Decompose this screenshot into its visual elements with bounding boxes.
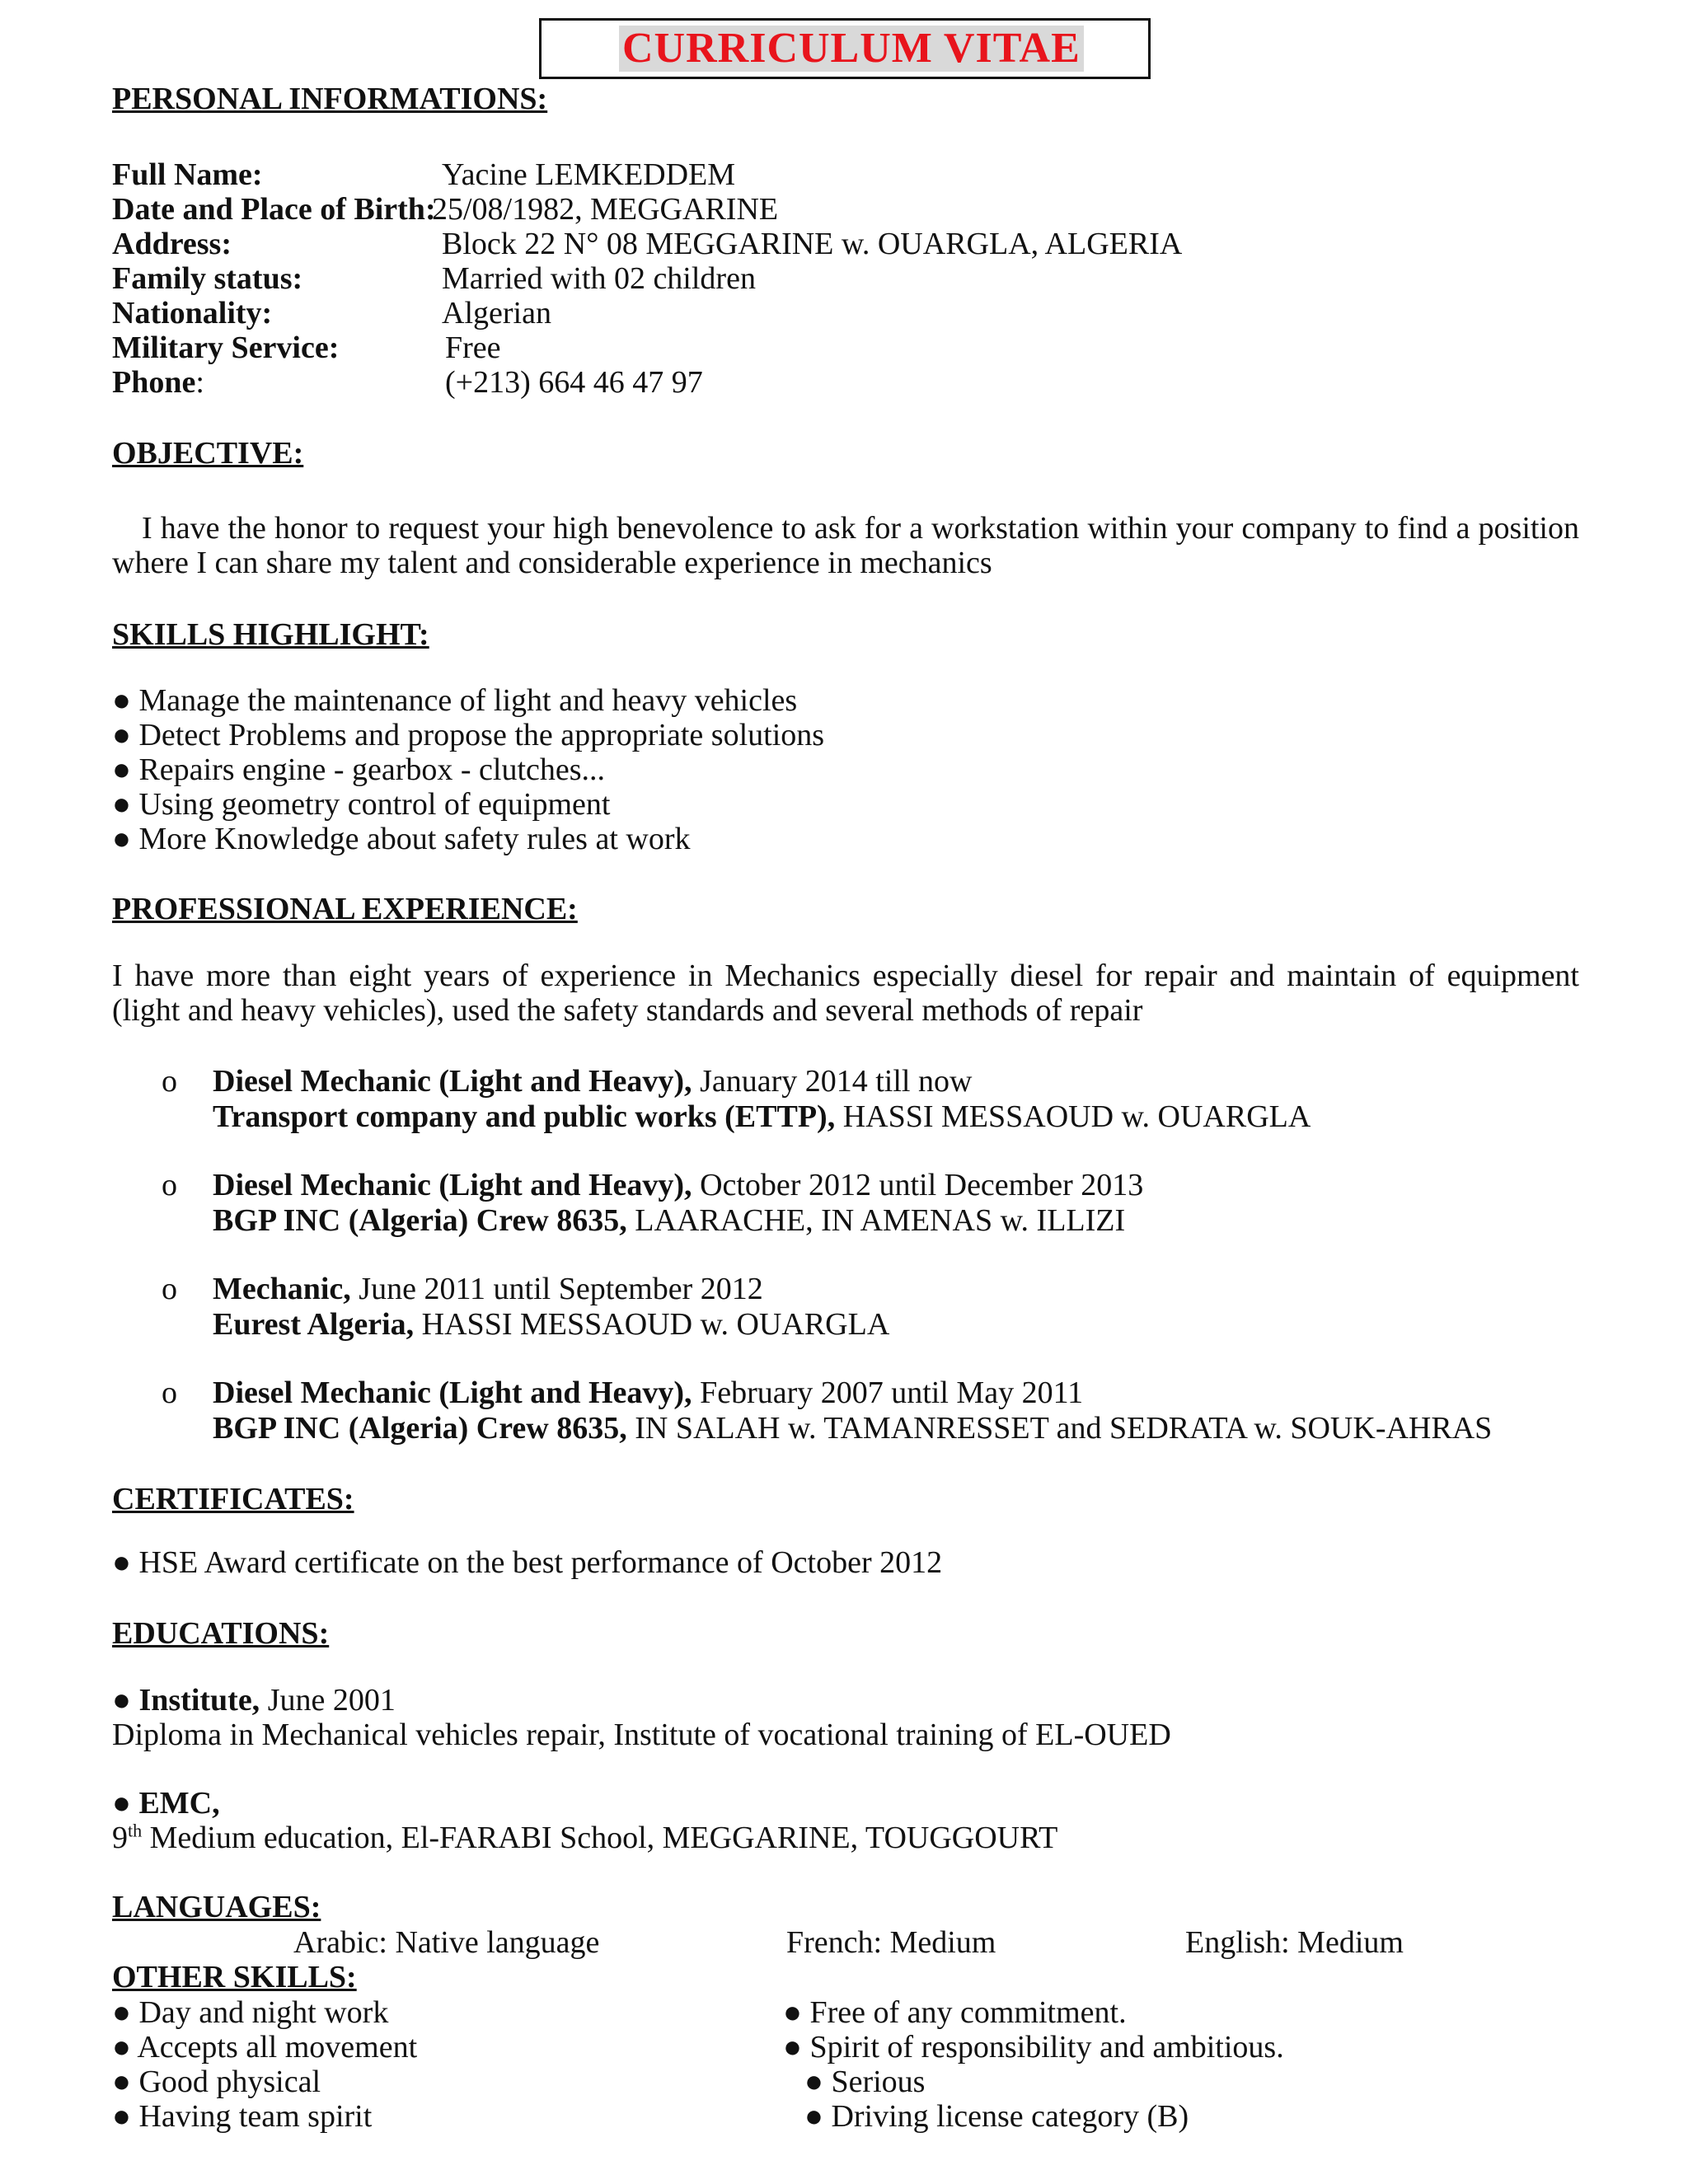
list-item: ● Free of any commitment. (783, 1995, 1127, 2030)
objective-heading: OBJECTIVE: (112, 436, 304, 471)
list-marker: o (162, 1376, 177, 1410)
job-location: HASSI MESSAOUD w. OUARGLA (835, 1099, 1311, 1134)
list-item: ● HSE Award certificate on the best performance of October 2012 (112, 1545, 943, 1580)
list-item: ● Manage the maintenance of light and heavy vehicles (112, 683, 798, 718)
job-title: Diesel Mechanic (Light and Heavy), (213, 1064, 692, 1099)
job-period: February 2007 until May 2011 (692, 1376, 1084, 1410)
other-skills-left (112, 1995, 417, 2134)
list-item: ● More Knowledge about safety rules at work (112, 822, 691, 856)
full-name-label: Full Name: (112, 157, 263, 192)
job-company: Eurest Algeria, (213, 1307, 415, 1342)
education-entry-title (112, 1785, 220, 1821)
phone-colon: : (195, 365, 204, 400)
list-item: ● Detect Problems and propose the appropriate solutions (112, 718, 825, 752)
personal-heading: PERSONAL INFORMATIONS: (112, 82, 548, 116)
list-item: ● Having team spirit (112, 2099, 373, 2134)
birth-value: 25/08/1982, MEGGARINE (432, 192, 779, 227)
job-location: LAARACHE, IN AMENAS w. ILLIZI (626, 1203, 1126, 1238)
education-detail-text: Medium education, El-FARABI School, MEGGARINE, TOUGGOURT (142, 1821, 1058, 1855)
other-skills-heading: OTHER SKILLS: (112, 1960, 357, 1994)
ordinal-suffix: th (128, 1820, 143, 1841)
list-marker: o (162, 1064, 177, 1099)
job-location: HASSI MESSAOUD w. OUARGLA (414, 1307, 890, 1342)
phone-label-line (112, 364, 204, 401)
list-item: ● Using geometry control of equipment (112, 787, 611, 822)
phone-label: Phone (112, 365, 196, 400)
list-item: ● Repairs engine - gearbox - clutches... (112, 752, 606, 787)
education-heading: EDUCATIONS: (112, 1616, 330, 1651)
job-period: October 2012 until December 2013 (692, 1168, 1144, 1202)
job-period: June 2011 until September 2012 (350, 1272, 763, 1306)
title-box (539, 18, 1151, 79)
bullet: ● (112, 1786, 139, 1821)
list-marker: o (162, 1168, 177, 1202)
military-label: Military Service: (112, 330, 340, 365)
language-french: French: Medium (786, 1925, 996, 1960)
list-item: ● Day and night work (112, 1995, 389, 2030)
job-period: January 2014 till now (692, 1064, 973, 1099)
list-item: ● Good physical (112, 2064, 321, 2099)
address-label: Address: (112, 227, 232, 261)
education-name: EMC, (138, 1786, 220, 1821)
education-date: June 2001 (260, 1683, 396, 1718)
list-item: ● Spirit of responsibility and ambitious. (783, 2030, 1284, 2064)
experience-heading: PROFESSIONAL EXPERIENCE: (112, 892, 578, 926)
education-name: Institute, (138, 1683, 260, 1718)
job-title: Mechanic, (213, 1272, 351, 1306)
job-title: Diesel Mechanic (Light and Heavy), (213, 1376, 692, 1410)
education-entry-title (112, 1682, 396, 1718)
list-item: ● Accepts all movement (112, 2030, 418, 2064)
skills-list (112, 683, 824, 856)
list-item: ● Serious (804, 2064, 926, 2099)
list-item: ● Driving license category (B) (804, 2099, 1189, 2134)
full-name-value: Yacine LEMKEDDEM (442, 157, 736, 192)
experience-intro: I have more than eight years of experience in Mechanics especially diesel for repair and maintain of equipment (light and heavy vehicles), used the safety standards and several methods of repair (112, 958, 1579, 1028)
address-value: Block 22 N° 08 MEGGARINE w. OUARGLA, ALGERIA (442, 227, 1183, 261)
skills-heading: SKILLS HIGHLIGHT: (112, 617, 429, 652)
job-company: BGP INC (Algeria) Crew 8635, (213, 1411, 627, 1446)
nationality-value: Algerian (442, 296, 551, 330)
certificates-list (112, 1545, 942, 1580)
job-company: Transport company and public works (ETTP), (213, 1099, 836, 1134)
list-marker: o (162, 1272, 177, 1306)
military-value: Free (445, 330, 501, 365)
objective-text: I have the honor to request your high benevolence to ask for a workstation within your company to find a position where I can share my talent and considerable experience in mechanics (112, 511, 1579, 580)
education-detail: Diploma in Mechanical vehicles repair, Institute of vocational training of EL-OUED (112, 1718, 1171, 1752)
language-arabic: Arabic: Native language (293, 1925, 600, 1960)
cv-title: CURRICULUM VITAE (619, 26, 1084, 72)
bullet: ● (112, 1683, 139, 1718)
ordinal-number: 9 (112, 1821, 128, 1855)
phone-value: (+213) 664 46 47 97 (445, 365, 703, 400)
languages-heading: LANGUAGES: (112, 1890, 321, 1924)
job-location: IN SALAH w. TAMANRESSET and SEDRATA w. SOUK-AHRAS (626, 1411, 1493, 1446)
language-english: English: Medium (1185, 1925, 1404, 1960)
nationality-label: Nationality: (112, 296, 273, 330)
job-company: BGP INC (Algeria) Crew 8635, (213, 1203, 627, 1238)
job-title: Diesel Mechanic (Light and Heavy), (213, 1168, 692, 1202)
birth-label: Date and Place of Birth: (112, 192, 436, 227)
certificates-heading: CERTIFICATES: (112, 1482, 354, 1516)
family-value: Married with 02 children (442, 261, 756, 296)
education-detail (112, 1820, 1057, 1856)
other-skills-right (783, 1995, 1284, 2134)
family-label: Family status: (112, 261, 303, 296)
